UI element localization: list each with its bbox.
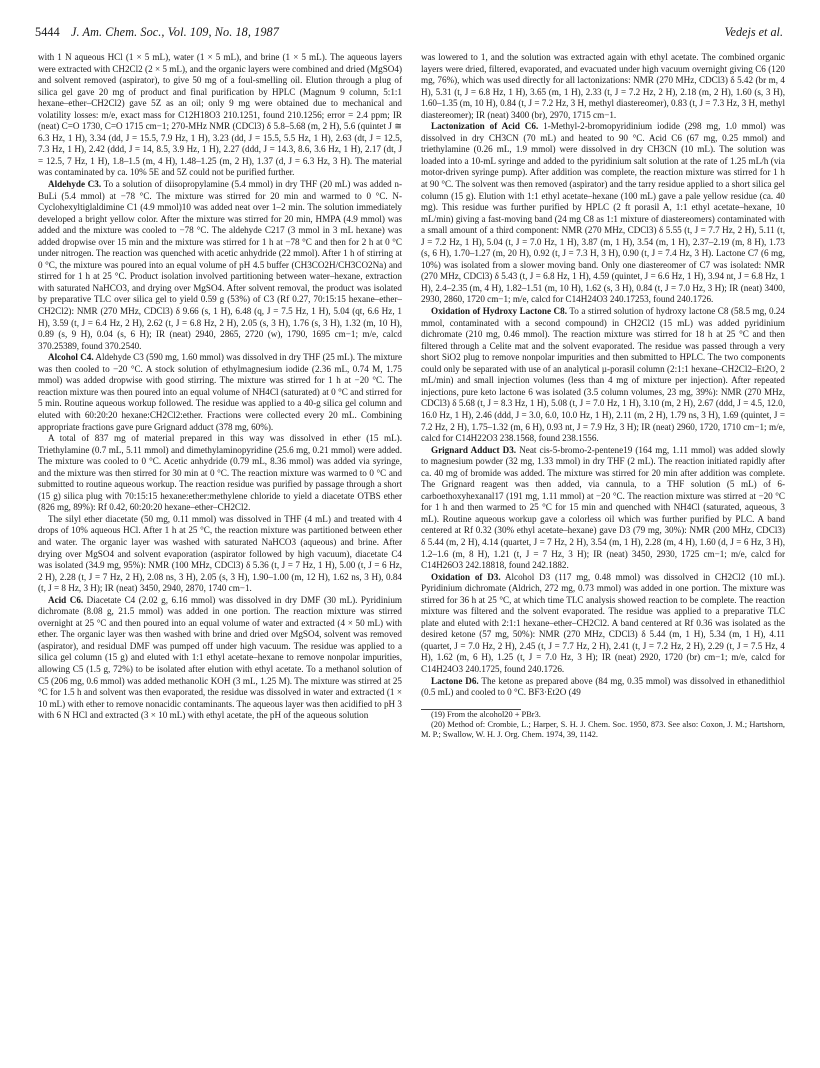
left-column	[38, 52, 402, 722]
paragraph	[38, 52, 402, 179]
running-head	[35, 25, 783, 41]
paragraph	[421, 445, 785, 572]
paragraph-heading: Acid C6.	[48, 594, 84, 605]
paragraph-heading: Oxidation of Hydroxy Lactone C8.	[431, 306, 567, 317]
paragraph-text: Alcohol D3 (117 mg, 0.48 mmol) was dissolved in CH2Cl2 (10 mL). Pyridinium dichromate (Aldrich, 272 mg, 0.73 mmol) was added in one portion. The mixture was stirred for 36 h at 25 °C, at which time TLC analysis showed reaction to be complete. The reaction mixture was filtered and the solvent evaporated. The residue was applied to a preparative TLC plate and eluted with 2:1:1 hexane–ether–CH2Cl2. A band centered at Rf 0.36 was isolated as the desired ketone (57 mg, 50%): NMR (270 MHz, CDCl3) δ 5.44 (m, 1 H), 5.34 (m, 1 H), 4.11 (quartet, J = 7.0 Hz, 2 H), 2.45 (t, J = 7.7 Hz, 2 H), 2.41 (t, J = 7.2 Hz, 2 H), 2.29 (t, J = 7.5 Hz, 4 H), 1.62 (m, 6 H), 1.25 (t, J = 7.0 Hz, 3 H); IR (neat) 2920, 1720 (br) cm−1; m/e, calcd for C14H24O3 240.1725, found 240.1726.	[421, 571, 785, 674]
paragraph	[38, 595, 402, 722]
paragraph	[421, 676, 785, 699]
paragraph-heading: Oxidation of D3.	[431, 571, 501, 582]
paragraph-heading: Grignard Adduct D3.	[431, 444, 517, 455]
paragraph-heading: Lactone D6.	[431, 675, 479, 686]
paragraph-heading: Alcohol C4.	[48, 352, 94, 363]
paragraph-text: Aldehyde C3 (590 mg, 1.60 mmol) was dissolved in dry THF (25 mL). The mixture was then cooled to −20 °C. A stock solution of ethylmagnesium iodide (2.36 mL, 0.74 M, 1.75 mmol) was added dropwise with good stirring. The mixture was stirred for 1 h at −20 °C. The reaction mixture was then poured into an equal volume of NH4Cl (saturated) at 0 °C and stirred for 5 min. Routine aqueous workup followed. The residue was applied to a 40-g silica gel column and eluted with 60:20:20 hexane:CH2Cl2:ether. Fractions were collected every 20 mL. Combining appropriate fractions gave pure Grignard adduct (378 mg, 60%).	[38, 352, 402, 432]
paragraph	[421, 52, 785, 121]
running-head-authors: Vedejs et al.	[724, 25, 783, 39]
paragraph-text: Neat cis-5-bromo-2-pentene19 (164 mg, 1.11 mmol) was added slowly to magnesium powder (32 mg, 1.33 mmol) in dry THF (2 mL). The reaction initiated rapidly after ca. 40 mg of bromide was added. The mixture was stirred for 20 min after addition was complete. The Grignard reagent was then added, via cannula, to a THF solution (5 mL) of 6-carboethoxyhexanal17 (191 mg, 1.11 mmol) at −20 °C. The reaction mixture was stirred at −20 °C for 1 h and then warmed to 25 °C for 15 min and quenched with NH4Cl (saturated, aqueous, 3 mL). Routine aqueous workup gave a colorless oil which was further purified by PLC. A band centered at Rf 0.32 (30% ethyl acetate–hexane) gave D3 (79 mg, 30%): NMR (200 MHz, CDCl3) δ 5.44 (m, 2 H), 4.14 (quartet, J = 7 Hz, 2 H), 3.54 (m, 1 H), 2.28 (m, 4 H), 1.60 (d, J = 6 Hz, 3 H), 1.2–1.6 (m, 8 H), 1.21 (t, J = 7 Hz, 3 H); IR (neat) 3450, 2930, 1725 cm−1; m/e, calcd for C14H26O3 242.18818, found 242.1882.	[421, 444, 786, 571]
paragraph-text: 1-Methyl-2-bromopyridinium iodide (298 mg, 1.0 mmol) was dissolved in dry CH3CN (70 mL) and heated to 90 °C. Acid C6 (67 mg, 0.25 mmol) and triethylamine (0.26 mL, 1.9 mmol) were dissolved in dry CH3CN (10 mL). The solution was loaded into a 10-mL syringe and added to the pyridinium salt solution at the rate of 1.25 mL/h (via motor-driven syringe pump). After addition was complete, the reaction mixture was stirred for 1 h at 90 °C. The solvent was then removed (aspirator) and the tarry residue applied to a short silica gel column (15 g). Elution with 1:1 ethyl acetate–hexane (100 mL) gave a pale yellow residue (ca. 40 mg). This residue was further purified by HPLC (2 ft porasil A, 1:1 ethyl acetate–hexane, 10 mL/min) giving a fast-moving band (24 mg C8 as 1:1 mixture of diastereomers) contaminated with a small amount of a third component: NMR (270 MHz, CDCl3) δ 5.55 (t, J = 7.7 Hz, 2 H), 5.11 (t, J = 7.2 Hz, 1 H), 5.04 (t, J = 7.0 Hz, 1 H), 3.87 (m, 1 H), 3.54 (m, 1 H), 2.37–2.19 (m, 8 H), 1.73 (s, 6 H), 1.70–1.27 (m, 20 H), 0.92 (t, J = 7.3 H, 3 H), 0.90 (t, J = 7.4 Hz, 3 H). Lactone C7 (6 mg, 10%) was isolated from a slower moving band. Only one diastereomer of C7 was isolated: NMR (270 MHz, CDCl3) δ 5.43 (t, J = 6.8 Hz, 1 H), 4.59 (quintet, J = 6.6 Hz, 1 H), 3.94 nt, J = 6.8 Hz, 1 H), 2.4–2.35 (m, 4 H), 1.82–1.51 (m, 10 H), 1.62 (s, 3 H), 0.84 (t, J = 7.0 Hz, 3 H); IR (neat) 3400, 2930, 2860, 1720 cm−1; m/e, calcd for C14H24O3 240.17253, found 240.1726.	[421, 121, 786, 305]
paragraph-text: The ketone as prepared above (84 mg, 0.35 mmol) was dissolved in ethanedithiol (0.5 mL) and cooled to 0 °C. BF3·Et2O (49	[421, 675, 785, 698]
paragraph	[421, 306, 785, 445]
paragraph	[38, 514, 402, 595]
paragraph	[421, 572, 785, 676]
footnotes	[421, 709, 785, 741]
paragraph-text: The silyl ether diacetate (50 mg, 0.11 mmol) was dissolved in THF (4 mL) and treated with 4 drops of 10% aqueous HCl. After 1 h at 25 °C, the reaction mixture was partitioned between ether and water. The organic layer was washed with saturated NaHCO3 (aqueous) and brine. After drying over MgSO4 and solvent evaporation (aspirator followed by high vacuum), diacetate C4 was isolated (34.9 mg, 95%): NMR (100 MHz, CDCl3) δ 5.36 (t, J = 7 Hz, 1 H), 5.00 (t, J = 6 Hz, 2 H), 2.28 (t, J = 7 Hz, 2 H), 2.08 ns, 3 H), 2.05 (s, 3 H), 1.90–1.00 (m, 12 H), 1.62 ns, 3 H), 0.84 (t, J = 8 Hz, 3 H); IR (neat) 3450, 2940, 2870, 1740 cm−1.	[38, 513, 402, 594]
paragraph-heading: Lactonization of Acid C6.	[431, 121, 539, 132]
footnote: (20) Method of: Crombie, L.; Harper, S. H. J. Chem. Soc. 1950, 873. See also: Coxon, J. M.; Hartshorn, M. P.; Swallow, W. H. J. Org. Chem. 1974, 39, 1142.	[421, 719, 785, 740]
paragraph-text: To a stirred solution of hydroxy lactone C8 (58.5 mg, 0.24 mmol, contaminated with a second compound) in CH2Cl2 (15 mL) was added pyridinium dichromate (210 mg, 0.46 mmol). The reaction mixture was stirred for 18 h at 25 °C and then filtered through a Celite mat and the solvent evaporated. The residue was passed through a very short SiO2 plug to remove nonpolar impurities and then submitted to HPLC. The two components could only be separated with use of an analytical µ-porasil column (2:1:1 hexane–CH2Cl2–Et2O, 2 mL/min) and small injection volumes (less than 4 mg of mixture per injection). After repeated injections, pure keto lactone 6 was isolated (3.5 column volumes, 23 mg, 39%): NMR (270 MHz, CDCl3) δ 5.68 (t, J = 8.3 Hz, 1 H), 5.08 (t, J = 7.0 Hz, 1 H), 3.10 (m, 2 H), 2.67 (ddd, J = 4.5, 12.0, 16.0 Hz, 1 H), 2.46 (ddd, J = 3.0, 6.0, 10.0 Hz, 1 H), 2.11 (m, 2 H), 1.79 ns, 3 H), 1.69 (quintet, J = 7.2 Hz, 2 H), 1.75–1.32 (m, 6 H), 0.93 nt, J = 7.9 Hz, 3 H); IR (neat) 2960, 1720, 1710 cm−1; m/e, calcd for C14H22O3 238.1568, found 238.1556.	[421, 306, 785, 444]
paragraph-text: was lowered to 1, and the solution was extracted again with ethyl acetate. The combined organic layers were dried, filtered, evaporated, and evacuated under high vacuum overnight giving C6 (120 mg, 76%), which was used directly for all lactonizations: NMR (270 MHz, CDCl3) δ 5.42 (br m, 4 H), 5.31 (t, J = 6.8 Hz, 1 H), 3.65 (m, 1 H), 2.33 (t, J = 7.2 Hz, 2 H), 2.18 (m, 2 H), 1.60 (s, 3 H), 1.60–1.35 (m, 10 H), 0.84 (t, J = 7.2 Hz, 3 H, methyl diastereomer), 0.83 (t, J = 7.3 Hz, 3 H, methyl diastereomer); IR (neat) 3400 (br), 2970, 1715 cm−1.	[421, 52, 785, 120]
running-head-left	[35, 25, 279, 40]
paragraph	[38, 352, 402, 433]
paragraph	[421, 121, 785, 306]
paragraph-text: To a solution of diisopropylamine (5.4 mmol) in dry THF (20 mL) was added n-BuLi (5.4 mmol) at −78 °C. The mixture was stirred for 20 min and warmed to 0 °C. N-Cyclohexyltiglaldimine C1 (4.9 mmol)10 was added neat over 1–2 min. The solution immediately developed a bright yellow color. After the mixture was stirred for 20 min, HMPA (4.9 mmol) was added and the mixture was cooled to −78 °C. The aldehyde C217 (3 mmol in 3 mL hexane) was added dropwise over 15 min and the mixture was stirred for 1 h at −78 °C and then for 2 h at 0 °C under nitrogen. The reaction was quenched with acetic anhydride (22 mmol). After 1 h of stirring at 0 °C, the mixture was poured into an equal volume of pH 4.5 buffer (CH3CO2H/CH3CO2Na) and stirred for 1 h at 25 °C. Product isolation involved partitioning between water–hexane, extraction with saturated NaHCO3, and drying over MgSO4. After solvent removal, the product was isolated by preparative TLC over silica gel to yield 0.59 g (53%) of C3 (Rf 0.27, 70:15:15 hexane–ether–CH2Cl2): NMR (270 MHz, CDCl3) δ 9.66 (s, 1 H), 6.48 (q, J = 7.5 Hz, 1 H), 5.04 (qt, 6.6 Hz, 1 H), 3.59 (t, J = 6.4 Hz, 2 H), 2.62 (t, J = 6.8 Hz, 2 H), 2.05 (s, 3 H), 1.76 (s, 3 H), 1.32 (m, 10 H), 0.89 (s, 9 H), 0.04 (s, 6 H); IR (neat) 2940, 2865, 2720 (w), 1790, 1695 cm−1; m/e, calcd 370.25389, found 370.2540.	[38, 179, 402, 351]
paragraph-text: with 1 N aqueous HCl (1 × 5 mL), water (1 × 5 mL), and brine (1 × 5 mL). The aqueous layers were extracted with CH2Cl2 (2 × 5 mL), and the organic layers were combined and dried (MgSO4) and solvent removed (aspirator), to give 50 mg of a foul-smelling oil. Elution through a plug of silica gel gave 20 mg of product and final purification by HPLC (Magnum 9 column, 5:1:1 hexane–ether–CH2Cl2) gave 5Z as an oil; only 9 mg were obtained due to mechanical and volatility losses: m/e, exact mass for C12H18O3 210.1251, found 210.1256; error = 2.4 ppm; IR (neat) C=O 1730, C=O 1715 cm−1; 270-MHz NMR (CDCl3) δ 5.8–5.68 (m, 2 H), 5.6 (quintet J ≅ 6.3 Hz, 1 H), 3.34 (dd, J = 15.5, 7.9 Hz, 1 H), 3.23 (dd, J = 15.5, 5.5 Hz, 1 H), 2.63 (dt, J = 12.5, 7.3 Hz, 1 H), 2.42 (ddd, J = 14, 8.5, 3.9 Hz, 1 H), 2.27 (ddd, J = 14.3, 8.6, 3.6 Hz, 1 H), 2.17 (dt, J = 12.5, 7 Hz, 1 H), 1.8–1.5 (m, 4 H), 1.48–1.25 (m, 2 H), 1.37 (d, J = 6.3 Hz, 3 H). The material was contaminated by ca. 10% 5E and 5Z could not be purified further.	[38, 52, 402, 178]
paragraph-text: A total of 837 mg of material prepared in this way was dissolved in ether (15 mL). Triethylamine (0.7 mL, 5.11 mmol) and dimethylaminopyridine (25.6 mg, 0.21 mmol) were added. The mixture was cooled to 0 °C. Acetic anhydride (0.79 mL, 8.36 mmol) was added via syringe, and the mixture was then stirred for 30 min at 0 °C. The reaction mixture was warmed to 0 °C and submitted to routine aqueous workup. The reaction residue was purified by passage through a short (15 g) silica plug with 70:15:15 hexane:ether:methylene chloride to yield a diacetate OTBS ether (826 mg, 89%): Rf 0.42, 60:20:20 hexane–ether–CH2Cl2.	[38, 433, 402, 513]
footnote: (19) From the alcohol20 + PBr3.	[431, 709, 541, 719]
paragraph-text: Diacetate C4 (2.02 g, 6.16 mmol) was dissolved in dry DMF (30 mL). Pyridinium dichromate (8.08 g, 21.5 mmol) was added in one portion. The reaction mixture was stirred overnight at 25 °C and then poured into an equal volume of water and extracted (4 × 50 mL) with ether. The organic layer was then washed with brine and dried over MgSO4, solvent was removed (aspirator), and residual DMF was pumped off under high vacuum. The residue was applied to a silica gel column (15 g) and eluted with 1:1 ethyl acetate–hexane to remove nonpolar impurities, allowing C5 (1.5 g, 72%) to be isolated after elution with ethyl acetate. To a methanol solution of C5 (206 mg, 0.6 mmol) was added methanolic KOH (3 mL, 1.25 M). The mixture was stirred at 25 °C for 1.5 h and solvent was then evaporated, the residue was dissolved in water and extracted (1 × 10 mL) with ether to remove nonacidic contaminants. The aqueous layer was then acidified to pH 3 with 6 N HCl and extracted (3 × 10 mL) with ethyl acetate, the pH of the aqueous solution	[38, 594, 403, 721]
journal-citation: J. Am. Chem. Soc., Vol. 109, No. 18, 1987	[70, 25, 279, 39]
paragraph-heading: Aldehyde C3.	[48, 179, 102, 190]
page-number: 5444	[35, 25, 60, 39]
paragraph	[38, 433, 402, 514]
paragraph	[38, 179, 402, 352]
right-column	[421, 52, 785, 740]
